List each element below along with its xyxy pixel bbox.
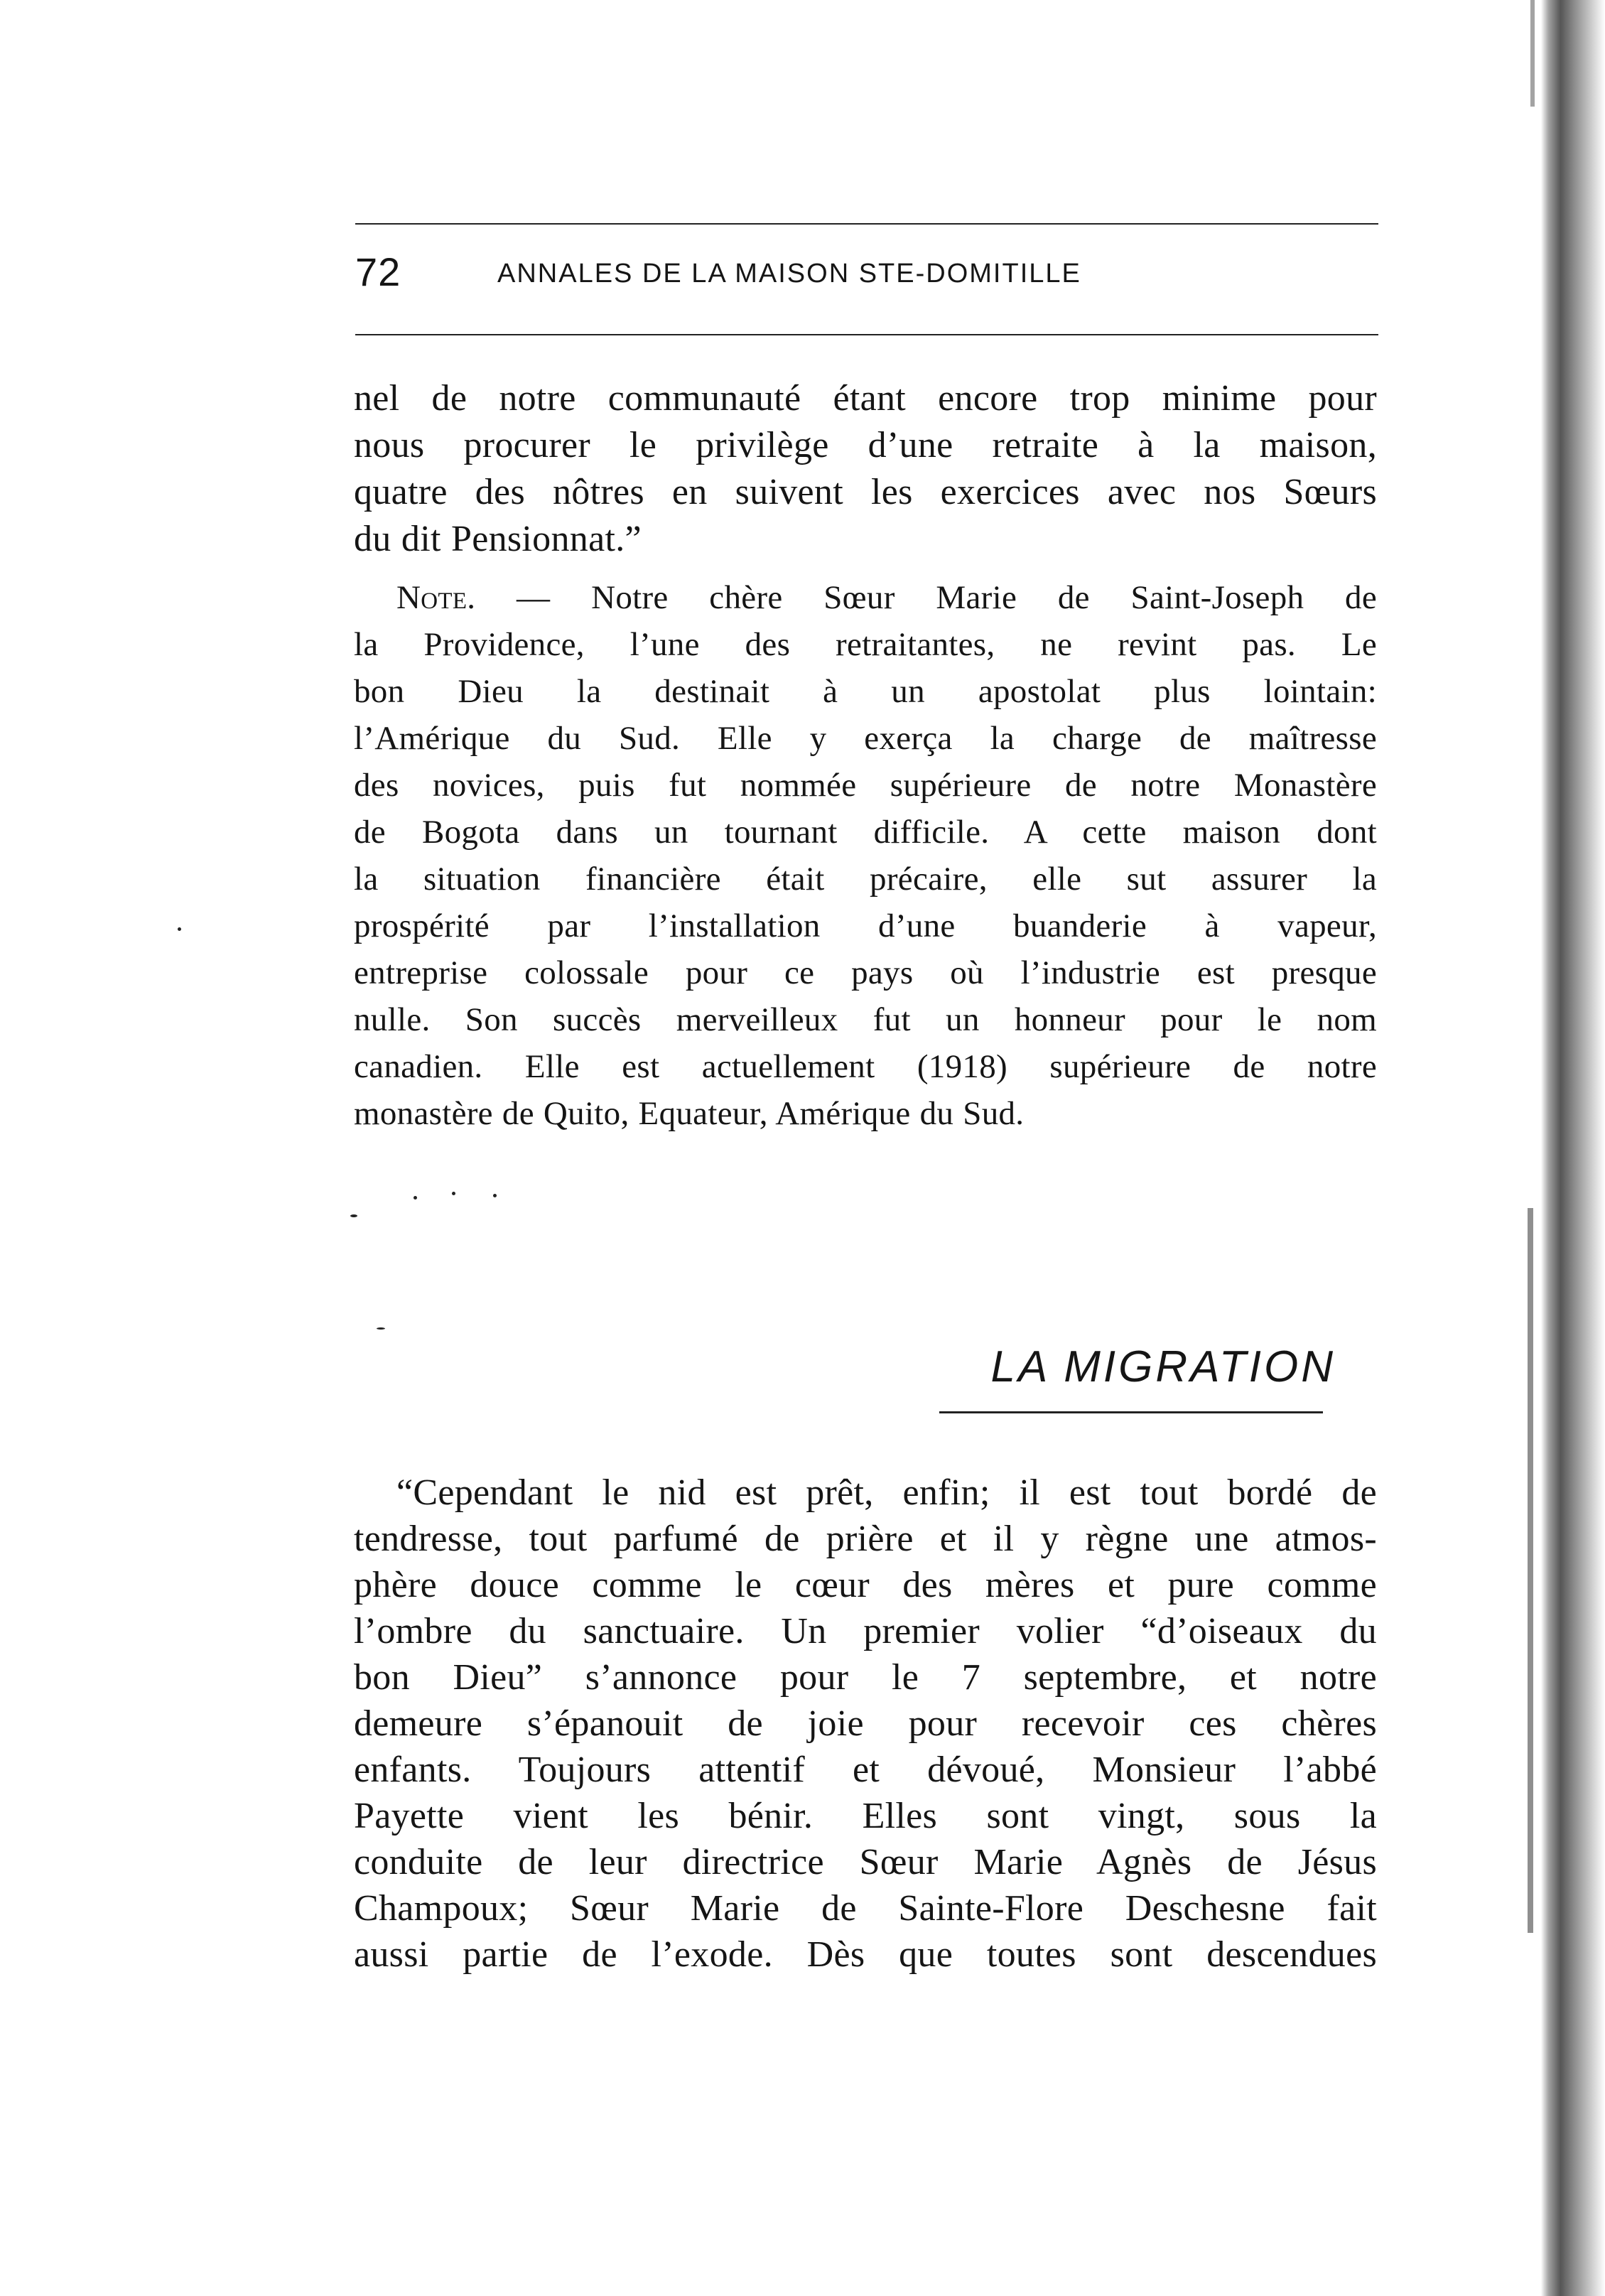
body-line: phère douce comme le cœur des mères et pure comme xyxy=(354,1565,1377,1605)
note-line: bon Dieu la destinait à un apostolat plus lointain: xyxy=(354,673,1377,710)
header-top-rule xyxy=(355,223,1378,225)
body-line: enfants. Toujours attentif et dévoué, Monsieur l’abbé xyxy=(354,1750,1377,1790)
note-line: de Bogota dans un tournant difficile. A cette maison dont xyxy=(354,814,1377,851)
body-line: l’ombre du sanctuaire. Un premier volier “d’oiseaux du xyxy=(354,1611,1377,1651)
scan-speck xyxy=(414,1196,417,1200)
body-line: Payette vient les bénir. Elles sont vingt, sous la xyxy=(354,1796,1377,1836)
scan-speck xyxy=(493,1194,497,1197)
body-line-text: “Cependant le nid est prêt, enfin; il est tout bordé de xyxy=(396,1472,1377,1513)
note-paragraph xyxy=(354,574,1377,1137)
body-paragraph xyxy=(354,1470,1377,1978)
body-line: demeure s’épanouit de joie pour recevoir ces chères xyxy=(354,1703,1377,1744)
scanned-page-edge xyxy=(1527,0,1605,2296)
intro-line: nel de notre communauté étant encore trop minime pour xyxy=(354,378,1377,419)
body-line: Champoux; Sœur Marie de Sainte-Flore Deschesne fait xyxy=(354,1888,1377,1929)
note-first-line xyxy=(354,574,1377,621)
header-bottom-rule xyxy=(355,334,1378,335)
body-line: tendresse, tout parfumé de prière et il y règne une atmos- xyxy=(354,1519,1377,1559)
note-line-text: — Notre chère Sœur Marie de Saint-Joseph de xyxy=(475,579,1377,616)
scan-speck xyxy=(350,1214,357,1217)
body-line: conduite de leur directrice Sœur Marie Agnès de Jésus xyxy=(354,1842,1377,1882)
note-line: la Providence, l’une des retraitantes, ne revint pas. Le xyxy=(354,626,1377,663)
body-first-line xyxy=(354,1470,1377,1516)
note-line: l’Amérique du Sud. Elle y exerça la charge de maîtresse xyxy=(354,720,1377,757)
running-title: ANNALES DE LA MAISON STE-DOMITILLE xyxy=(497,259,1081,289)
note-line: prospérité par l’installation d’une buanderie à vapeur, xyxy=(354,907,1377,944)
body-line: bon Dieu” s’annonce pour le 7 septembre, et notre xyxy=(354,1657,1377,1698)
intro-line: nous procurer le privilège d’une retraite à la maison, xyxy=(354,425,1377,465)
note-lead: Note. xyxy=(396,579,476,616)
scan-margin-mark xyxy=(1530,0,1535,107)
scan-margin-mark xyxy=(1528,1208,1533,1933)
intro-paragraph xyxy=(354,375,1377,563)
body-line: aussi partie de l’exode. Dès que toutes sont descendues xyxy=(354,1934,1377,1975)
scan-speck xyxy=(377,1327,385,1330)
page-number: 72 xyxy=(355,249,401,294)
section-title-rule xyxy=(939,1411,1323,1413)
section-title: LA MIGRATION xyxy=(990,1342,1336,1391)
note-line: la situation financière était précaire, elle sut assurer la xyxy=(354,861,1377,898)
note-line: entreprise colossale pour ce pays où l’industrie est presque xyxy=(354,954,1377,991)
note-line: nulle. Son succès merveilleux fut un honneur pour le nom xyxy=(354,1001,1377,1038)
note-line: canadien. Elle est actuellement (1918) supérieure de notre xyxy=(354,1048,1377,1085)
page-header xyxy=(355,249,1378,302)
intro-line: quatre des nôtres en suivent les exercices avec nos Sœurs xyxy=(354,472,1377,512)
note-line: des novices, puis fut nommée supérieure de notre Monastère xyxy=(354,767,1377,804)
scan-speck xyxy=(452,1192,455,1195)
intro-line: du dit Pensionnat.” xyxy=(354,519,642,559)
note-line: monastère de Quito, Equateur, Amérique du Sud. xyxy=(354,1095,1025,1132)
scan-speck xyxy=(178,927,181,931)
